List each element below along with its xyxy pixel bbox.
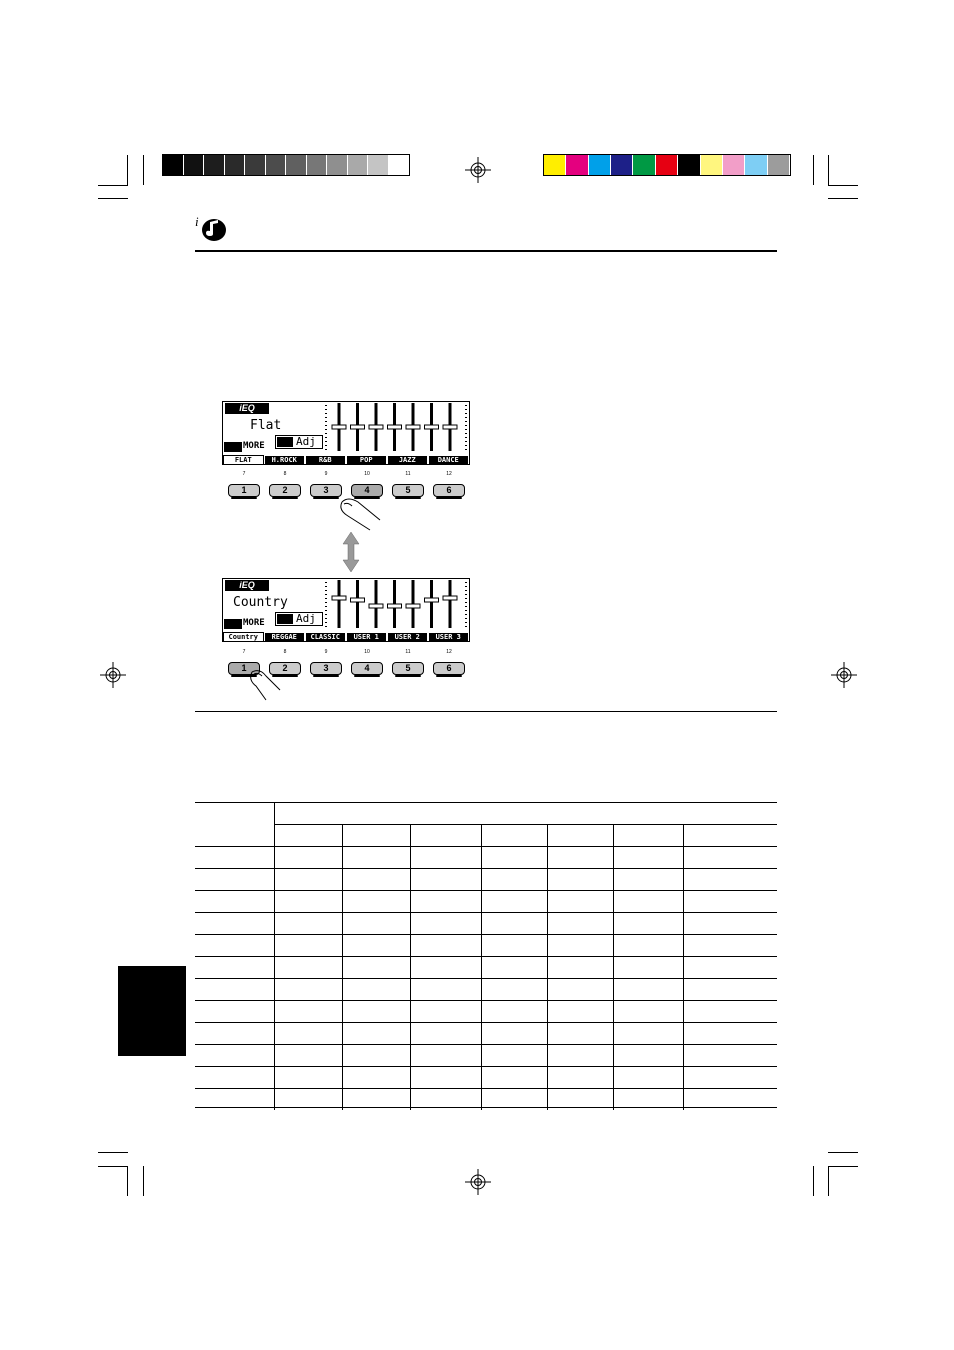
scale-tick: [465, 449, 467, 450]
scale-tick: [465, 606, 467, 607]
table-cell: [195, 935, 275, 957]
preset-button[interactable]: 6: [433, 662, 465, 675]
eq-preset-tab[interactable]: Country: [224, 633, 263, 641]
preset-button[interactable]: 2: [269, 484, 301, 497]
scale-tick: [325, 417, 327, 418]
scale-tick: [465, 618, 467, 619]
eq-slider-knob: [332, 596, 346, 600]
preset-button[interactable]: 2: [269, 662, 301, 675]
scale-tick: [325, 614, 327, 615]
eq-preset-tab[interactable]: FLAT: [224, 456, 263, 464]
eq-slider-track: [356, 580, 359, 628]
eq-display-country: [222, 578, 470, 642]
table-cell: [275, 847, 343, 869]
scale-tick: [465, 441, 467, 442]
color-swatch: [307, 155, 328, 175]
color-swatch: [245, 155, 266, 175]
scale-tick: [325, 433, 327, 434]
table-cell: [547, 869, 613, 891]
color-swatch: [225, 155, 246, 175]
eq-slider-knob: [369, 604, 383, 608]
table-cell: [195, 979, 275, 1001]
table-row: [195, 1023, 777, 1045]
table-cell: [547, 825, 613, 847]
color-swatch: [656, 155, 678, 175]
table-cell: [411, 935, 481, 957]
color-swatch: [184, 155, 205, 175]
table-cell: [684, 891, 777, 913]
table-cell: [195, 1023, 275, 1045]
table-cell: [481, 957, 547, 979]
table-row: [195, 979, 777, 1001]
table-bottom-rule: [195, 1107, 777, 1108]
table-cell: [195, 869, 275, 891]
table-row: [195, 869, 777, 891]
table-row: [195, 1001, 777, 1023]
table-cell: [481, 891, 547, 913]
table-cell: [481, 913, 547, 935]
more-label: MORE: [243, 441, 265, 451]
eq-slider-knob: [443, 425, 457, 429]
table-cell: [481, 1023, 547, 1045]
color-swatch: [266, 155, 287, 175]
table-cell: [481, 1001, 547, 1023]
table-cell: [613, 979, 683, 1001]
preset-button[interactable]: 5: [392, 662, 424, 675]
color-swatch: [678, 155, 700, 175]
table-cell: [613, 1067, 683, 1089]
eq-display-flat: [222, 401, 470, 465]
eq-preset-tabs: [223, 456, 468, 465]
color-swatch: [348, 155, 369, 175]
finger-press-icon: [336, 496, 382, 532]
table-cell: [343, 979, 411, 1001]
preset-button[interactable]: 5: [392, 484, 424, 497]
scale-tick: [325, 582, 327, 583]
scale-tick: [325, 622, 327, 623]
eq-mode-name: Flat: [250, 418, 282, 433]
eq-slider-knob: [351, 598, 365, 602]
table-cell: [684, 1023, 777, 1045]
table-cell: [411, 913, 481, 935]
table-cell: [411, 891, 481, 913]
scale-tick: [325, 602, 327, 603]
scale-tick: [325, 590, 327, 591]
table-cell: [411, 1023, 481, 1045]
eq-slider-knob: [425, 598, 439, 602]
preset-number-label: 8: [283, 471, 287, 477]
eq-preset-tab[interactable]: USER 3: [429, 633, 468, 641]
table-cell: [195, 957, 275, 979]
table-row: [195, 935, 777, 957]
scale-tick: [465, 590, 467, 591]
eq-slider-knob: [443, 596, 457, 600]
svg-text:i: i: [195, 214, 199, 229]
eq-preset-tab[interactable]: R&B: [306, 456, 345, 464]
preset-button[interactable]: 4: [351, 484, 383, 497]
ieq-logo: iEQ: [225, 403, 269, 414]
table-row: [195, 1045, 777, 1067]
color-swatch: [589, 155, 611, 175]
gray-scale-bar: [162, 154, 410, 176]
table-cell: [411, 847, 481, 869]
table-cell: [275, 935, 343, 957]
scale-tick: [325, 594, 327, 595]
color-swatch: [368, 155, 389, 175]
preset-number-label: 8: [283, 649, 287, 655]
table-cell: [684, 1001, 777, 1023]
table-cell: [481, 825, 547, 847]
table-row: [195, 847, 777, 869]
table-cell: [547, 979, 613, 1001]
finger-press-icon: [246, 668, 282, 702]
table-cell: [343, 957, 411, 979]
eq-preset-tab[interactable]: USER 2: [388, 633, 427, 641]
table-cell: [613, 891, 683, 913]
table-row: [195, 891, 777, 913]
scale-tick: [325, 606, 327, 607]
eq-sliders-top: [323, 402, 469, 454]
eq-slider-knob: [406, 604, 420, 608]
table-cell: [343, 825, 411, 847]
header-rule: [195, 250, 777, 252]
table-cell: [195, 891, 275, 913]
scale-tick: [325, 429, 327, 430]
table-cell: [613, 1001, 683, 1023]
table-cell: [481, 847, 547, 869]
section-rule: [195, 711, 777, 712]
table-cell: [275, 1023, 343, 1045]
eq-slider-knob: [388, 604, 402, 608]
table-cell: [684, 847, 777, 869]
eq-slider-track: [449, 580, 452, 628]
preset-button[interactable]: 1: [228, 662, 260, 675]
table-cell: [275, 803, 777, 825]
color-swatch: [611, 155, 633, 175]
table-cell: [195, 1001, 275, 1023]
more-icon: [224, 442, 242, 452]
color-swatch: [701, 155, 723, 175]
table-cell: [195, 1067, 275, 1089]
preset-number-label: 12: [446, 471, 452, 477]
scale-tick: [325, 598, 327, 599]
preset-button[interactable]: 3: [310, 662, 342, 675]
eq-slider-knob: [406, 425, 420, 429]
registration-target-icon: [465, 157, 491, 183]
table-row: [195, 1067, 777, 1089]
scale-tick: [465, 433, 467, 434]
scale-tick: [465, 586, 467, 587]
scale-tick: [465, 437, 467, 438]
scale-tick: [465, 626, 467, 627]
table-cell: [547, 891, 613, 913]
scale-tick: [325, 413, 327, 414]
table-cell: [613, 847, 683, 869]
table-cell: [411, 1001, 481, 1023]
preset-number-label: 7: [242, 649, 246, 655]
music-note-icon: [194, 214, 234, 244]
table-cell: [195, 847, 275, 869]
table-cell: [343, 913, 411, 935]
eq-preset-tab[interactable]: CLASSIC: [306, 633, 345, 641]
scale-tick: [465, 582, 467, 583]
skip-forward-icon: [277, 614, 293, 624]
eq-slider-knob: [388, 425, 402, 429]
table-cell: [275, 913, 343, 935]
table-cell: [684, 913, 777, 935]
table-cell: [481, 935, 547, 957]
table-cell: [195, 1045, 275, 1067]
table-cell: [343, 847, 411, 869]
scale-tick: [325, 437, 327, 438]
adj-box: [275, 435, 323, 449]
table-cell: [195, 803, 275, 847]
scale-tick: [465, 421, 467, 422]
eq-preset-tab[interactable]: USER 1: [347, 633, 386, 641]
scale-tick: [325, 626, 327, 627]
table-cell: [275, 1001, 343, 1023]
registration-target-icon: [100, 662, 126, 688]
preset-number-label: 11: [405, 471, 411, 477]
table-cell: [547, 935, 613, 957]
eq-preset-tab[interactable]: REGGAE: [265, 633, 304, 641]
eq-sliders-bottom: [323, 579, 469, 631]
eq-mode-name: Country: [233, 595, 288, 610]
table-cell: [275, 1067, 343, 1089]
eq-settings-table: [195, 802, 777, 1110]
table-row: [195, 957, 777, 979]
color-swatch: [723, 155, 745, 175]
scale-tick: [325, 425, 327, 426]
color-swatch: [745, 155, 767, 175]
scale-tick: [325, 441, 327, 442]
table-cell: [684, 1067, 777, 1089]
table-cell: [613, 1045, 683, 1067]
table-cell: [613, 869, 683, 891]
scale-tick: [465, 614, 467, 615]
scale-tick: [465, 445, 467, 446]
ieq-logo: iEQ: [225, 580, 269, 591]
table-cell: [411, 869, 481, 891]
table-cell: [613, 935, 683, 957]
color-swatch: [204, 155, 225, 175]
table-cell: [547, 1023, 613, 1045]
scale-tick: [325, 445, 327, 446]
scale-tick: [465, 598, 467, 599]
scale-tick: [465, 429, 467, 430]
color-swatch: [566, 155, 588, 175]
more-label: MORE: [243, 618, 265, 628]
table-cell: [684, 1045, 777, 1067]
preset-button[interactable]: 6: [433, 484, 465, 497]
color-swatch: [286, 155, 307, 175]
color-swatch: [389, 155, 410, 175]
color-swatch: [544, 155, 566, 175]
color-swatch: [768, 155, 790, 175]
more-icon: [224, 619, 242, 629]
eq-preset-tab[interactable]: H.ROCK: [265, 456, 304, 464]
scale-tick: [325, 618, 327, 619]
table-cell: [343, 869, 411, 891]
table-cell: [613, 957, 683, 979]
registration-target-icon: [831, 662, 857, 688]
eq-slider-knob: [369, 425, 383, 429]
table-cell: [275, 891, 343, 913]
color-swatch: [327, 155, 348, 175]
table-cell: [547, 1001, 613, 1023]
scale-tick: [325, 586, 327, 587]
scale-tick: [465, 405, 467, 406]
table-cell: [613, 1023, 683, 1045]
table-cell: [684, 935, 777, 957]
table-cell: [343, 1067, 411, 1089]
table-cell: [613, 913, 683, 935]
preset-number-label: 12: [446, 649, 452, 655]
preset-number-label: 10: [364, 471, 370, 477]
scale-tick: [325, 409, 327, 410]
table-cell: [275, 869, 343, 891]
eq-preset-tab[interactable]: DANCE: [429, 456, 468, 464]
table-cell: [547, 847, 613, 869]
preset-number-label: 10: [364, 649, 370, 655]
table-cell: [411, 957, 481, 979]
table-cell: [275, 1045, 343, 1067]
table-cell: [684, 825, 777, 847]
scale-tick: [465, 602, 467, 603]
adj-label: Adj: [296, 435, 316, 448]
table-header-row: [195, 803, 777, 825]
preset-number-label: 11: [405, 649, 411, 655]
table-cell: [613, 825, 683, 847]
table-header-row: [195, 825, 777, 847]
color-swatch: [163, 155, 184, 175]
color-swatch: [633, 155, 655, 175]
eq-slider-track: [430, 580, 433, 628]
table-cell: [275, 825, 343, 847]
eq-preset-tabs: [223, 633, 468, 642]
table-cell: [411, 979, 481, 1001]
language-side-tab: [118, 966, 186, 1056]
table-cell: [343, 891, 411, 913]
preset-number-label: 7: [242, 471, 246, 477]
table-cell: [275, 957, 343, 979]
registration-target-icon: [465, 1169, 491, 1195]
table-cell: [684, 869, 777, 891]
eq-slider-knob: [351, 425, 365, 429]
scale-tick: [465, 413, 467, 414]
preset-button[interactable]: 3: [310, 484, 342, 497]
scale-tick: [465, 417, 467, 418]
table-cell: [275, 979, 343, 1001]
adj-box: [275, 612, 323, 626]
scale-tick: [325, 405, 327, 406]
table-cell: [411, 1045, 481, 1067]
double-arrow-icon: [342, 532, 360, 572]
table-cell: [481, 1045, 547, 1067]
table-cell: [343, 935, 411, 957]
table-cell: [547, 1045, 613, 1067]
scale-tick: [465, 610, 467, 611]
table-cell: [343, 1001, 411, 1023]
scale-tick: [325, 449, 327, 450]
table-cell: [547, 957, 613, 979]
scale-tick: [465, 622, 467, 623]
eq-preset-tab[interactable]: POP: [347, 456, 386, 464]
table-cell: [343, 1023, 411, 1045]
preset-button[interactable]: 4: [351, 662, 383, 675]
adj-label: Adj: [296, 612, 316, 625]
table-row: [195, 913, 777, 935]
preset-number-label: 9: [324, 649, 328, 655]
preset-button[interactable]: 1: [228, 484, 260, 497]
table-cell: [684, 979, 777, 1001]
table-cell: [411, 1067, 481, 1089]
scale-tick: [325, 610, 327, 611]
eq-slider-track: [338, 580, 341, 628]
scale-tick: [465, 594, 467, 595]
table-cell: [411, 825, 481, 847]
eq-preset-tab[interactable]: JAZZ: [388, 456, 427, 464]
color-bar: [543, 154, 791, 176]
scale-tick: [325, 421, 327, 422]
table-cell: [547, 913, 613, 935]
skip-forward-icon: [277, 437, 293, 447]
table-cell: [343, 1045, 411, 1067]
scale-tick: [465, 409, 467, 410]
table-cell: [481, 979, 547, 1001]
eq-slider-knob: [425, 425, 439, 429]
scale-tick: [465, 425, 467, 426]
preset-number-label: 9: [324, 471, 328, 477]
table-cell: [684, 957, 777, 979]
table-cell: [481, 1067, 547, 1089]
table-cell: [481, 869, 547, 891]
eq-slider-knob: [332, 425, 346, 429]
table-cell: [195, 913, 275, 935]
table-cell: [547, 1067, 613, 1089]
